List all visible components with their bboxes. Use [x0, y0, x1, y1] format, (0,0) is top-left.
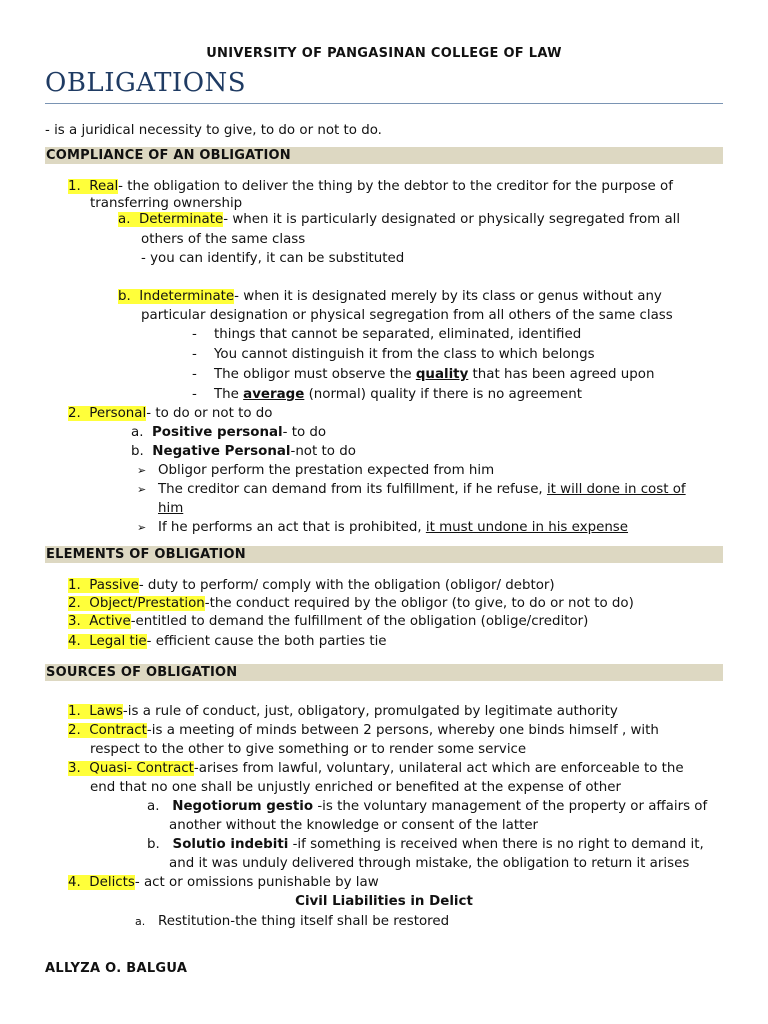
dash-bullet: -	[192, 367, 197, 382]
personal-arrow-2: The creditor can demand from its fulfillment, if he refuse, it will done in cost of	[158, 482, 686, 497]
list-item-active: 3. Active-entitled to demand the fulfillment of the obligation (oblige/creditor)	[68, 614, 589, 629]
indeterminate-bullet-1: things that cannot be separated, eliminated, identified	[214, 327, 582, 342]
personal-arrow-2-continued: him	[158, 501, 184, 516]
negotiorum-gestio-continued: another without the knowledge or consent of the latter	[169, 818, 539, 833]
personal-text: - to do or not to do	[146, 406, 273, 421]
average-keyword: average	[243, 387, 305, 402]
indeterminate-bullet-3: The obligor must observe the quality that has been agreed upon	[214, 367, 655, 382]
list-item-negative-personal: b. Negative Personal-not to do	[131, 444, 356, 459]
personal-arrow-1: Obligor perform the prestation expected from him	[158, 463, 495, 478]
section-heading-sources: SOURCES OF OBLIGATION	[46, 665, 238, 680]
real-number: 1.	[68, 179, 81, 194]
personal-number: 2.	[68, 406, 81, 421]
real-text-continued: transferring ownership	[90, 196, 243, 211]
list-item-personal	[68, 405, 273, 423]
indeterminate-bullet-4: The average (normal) quality if there is no agreement	[214, 387, 582, 402]
title-divider	[45, 103, 723, 104]
personal-term: Personal	[89, 406, 147, 421]
quasi-contract-text-continued: end that no one shall be unjustly enriched or benefited at the expense of other	[90, 780, 622, 795]
determinate-number: a.	[118, 212, 131, 227]
civil-liabilities-heading: Civil Liabilities in Delict	[295, 894, 473, 909]
quality-keyword: quality	[415, 367, 469, 382]
personal-arrow-3: If he performs an act that is prohibited, it must undone in his expense	[158, 520, 629, 535]
civil-a-number: a.	[135, 915, 146, 928]
list-item-contract: 2. Contract-is a meeting of minds between 2 persons, whereby one binds himself , with	[68, 723, 659, 738]
contract-text-continued: respect to the other to give something or to render some service	[90, 742, 527, 757]
indeterminate-number: b.	[118, 289, 131, 304]
list-item-solutio-indebiti: b. Solutio indebiti -if something is received when there is no right to demand it,	[147, 837, 704, 852]
list-item-laws: 1. Laws-is a rule of conduct, just, obligatory, promulgated by legitimate authority	[68, 704, 618, 719]
list-item-passive: 1. Passive- duty to perform/ comply with the obligation (obligor/ debtor)	[68, 578, 555, 593]
list-item-delicts: 4. Delicts- act or omissions punishable by law	[68, 875, 379, 890]
indeterminate-text-continued: particular designation or physical segregation from all others of the same class	[141, 308, 673, 323]
arrow-bullet-icon: ➢	[137, 464, 147, 477]
solutio-indebiti-continued: and it was unduly delivered through mistake, the obligation to return it arises	[169, 856, 690, 871]
dash-bullet: -	[192, 347, 197, 362]
page-title: OBLIGATIONS	[45, 68, 247, 98]
civil-liability-restitution: Restitution-the thing itself shall be restored	[158, 914, 450, 929]
university-name: UNIVERSITY OF PANGASINAN COLLEGE OF LAW	[206, 46, 562, 61]
list-item-object-prestation: 2. Object/Prestation-the conduct required by the obligor (to give, to do or not to do)	[68, 596, 634, 611]
real-text: - the obligation to deliver the thing by the debtor to the creditor for the purpose of	[118, 179, 673, 194]
section-heading-compliance: COMPLIANCE OF AN OBLIGATION	[46, 148, 291, 163]
list-item-legal-tie: 4. Legal tie- efficient cause the both parties tie	[68, 634, 387, 649]
definition: - is a juridical necessity to give, to do or not to do.	[45, 123, 382, 138]
list-item-positive-personal: a. Positive personal- to do	[131, 425, 327, 440]
determinate-subnote: - you can identify, it can be substituted	[141, 251, 405, 266]
determinate-term: Determinate	[138, 212, 224, 227]
list-item-determinate	[118, 211, 680, 229]
indeterminate-term: Indeterminate	[139, 289, 235, 304]
indeterminate-bullet-2: You cannot distinguish it from the class to which belongs	[214, 347, 595, 362]
dash-bullet: -	[192, 327, 197, 342]
arrow-bullet-icon: ➢	[137, 521, 147, 534]
indeterminate-text: - when it is designated merely by its class or genus without any	[234, 289, 662, 304]
determinate-text: - when it is particularly designated or physically segregated from all	[223, 212, 681, 227]
list-item-indeterminate	[118, 288, 662, 306]
dash-bullet: -	[192, 387, 197, 402]
list-item-negotiorum-gestio: a. Negotiorum gestio -is the voluntary management of the property or affairs of	[147, 799, 708, 814]
list-item-quasi-contract: 3. Quasi- Contract-arises from lawful, voluntary, unilateral act which are enforceable to the	[68, 761, 684, 776]
author-name: ALLYZA O. BALGUA	[45, 961, 188, 976]
section-heading-elements: ELEMENTS OF OBLIGATION	[46, 547, 246, 562]
arrow-bullet-icon: ➢	[137, 483, 147, 496]
determinate-text-continued: others of the same class	[141, 232, 306, 247]
list-item-real	[68, 178, 673, 196]
real-term: Real	[89, 179, 119, 194]
